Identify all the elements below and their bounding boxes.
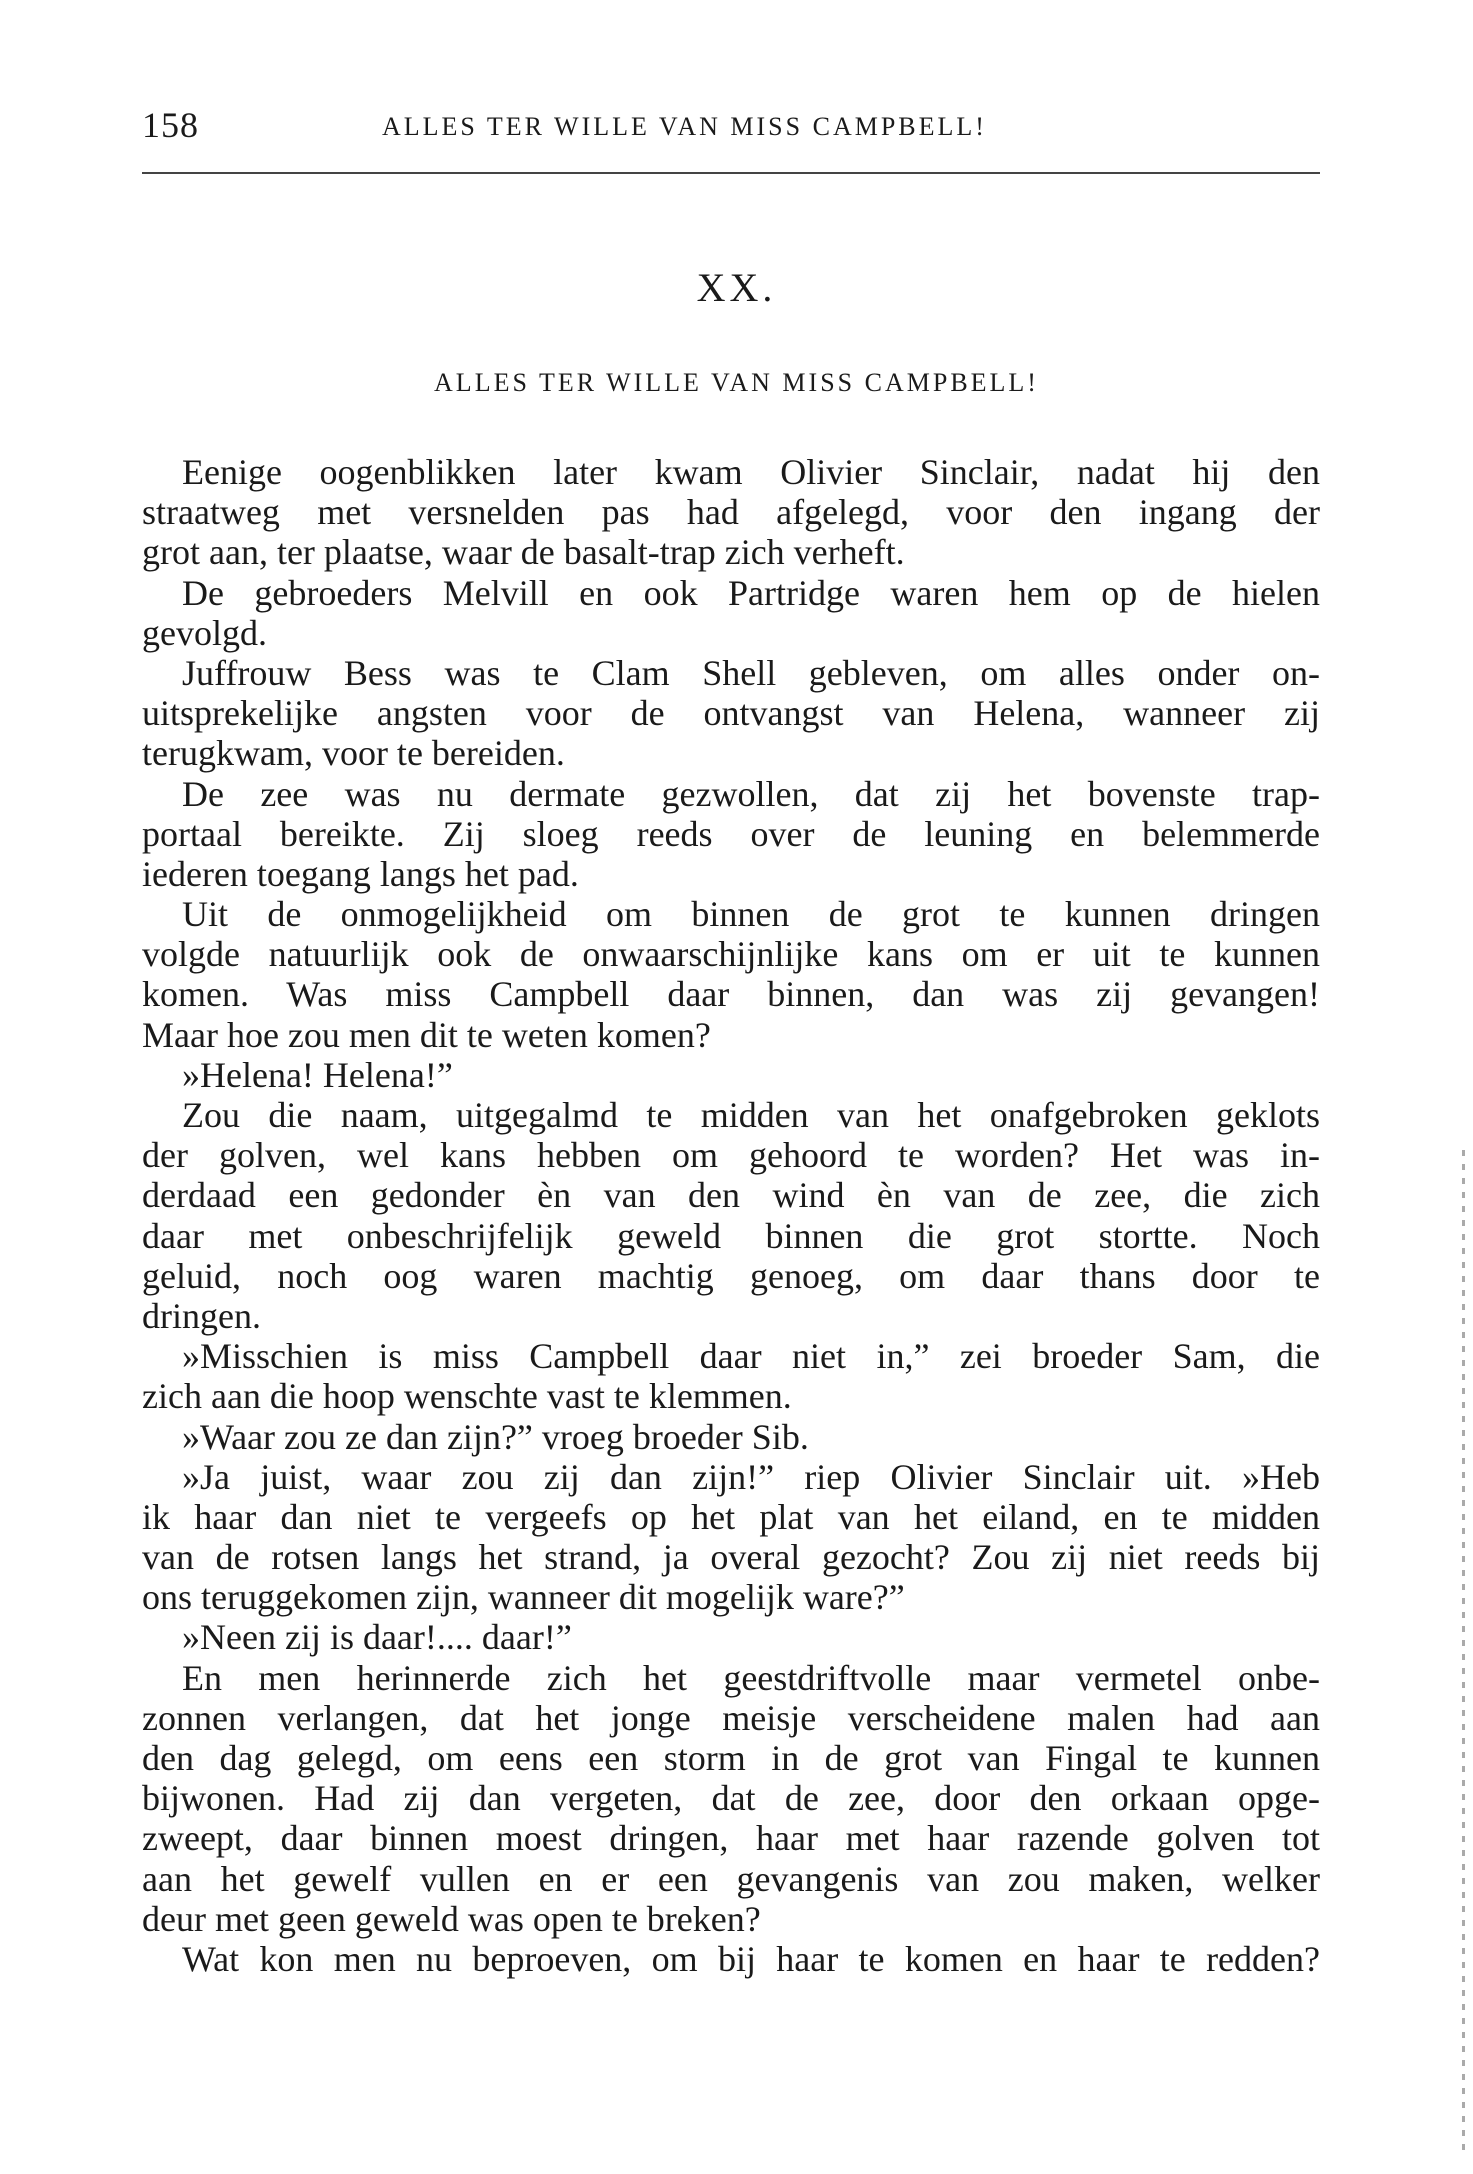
text-line: bijwonen. Had zij dan vergeten, dat de zee, door den orkaan opge- (142, 1778, 1320, 1819)
body-text (142, 452, 1320, 1979)
text-line: straatweg met versnelden pas had afgelegd, voor den ingang der (142, 492, 1320, 533)
header-rule (142, 172, 1320, 174)
text-line: Eenige oogenblikken later kwam Olivier Sinclair, nadat hij den (182, 452, 1320, 492)
text-line: De gebroeders Melvill en ook Partridge waren hem op de hielen (182, 572, 1320, 613)
text-line: komen. Was miss Campbell daar binnen, dan was zij gevangen! (142, 974, 1320, 1015)
text-line: »Ja juist, waar zou zij dan zijn!” riep Olivier Sinclair uit. »Heb (182, 1456, 1320, 1497)
text-line: Zou die naam, uitgegalmd te midden van het onafgebroken geklots (182, 1095, 1320, 1135)
text-line: terugkwam, voor te bereiden. (142, 733, 565, 774)
text-line: daar met onbeschrijfelijk geweld binnen die grot stortte. Noch (142, 1215, 1320, 1256)
text-line: »Helena! Helena!” (182, 1054, 453, 1095)
page-number: 158 (142, 105, 199, 145)
running-head (142, 104, 1320, 152)
text-line: Uit de onmogelijkheid om binnen de grot te kunnen dringen (182, 894, 1320, 935)
text-line: aan het gewelf vullen en er een gevangenis van zou maken, welker (142, 1858, 1320, 1899)
text-line: En men herinnerde zich het geestdriftvolle maar vermetel onbe- (182, 1657, 1320, 1698)
text-line: Juffrouw Bess was te Clam Shell gebleven, om alles onder on- (182, 652, 1320, 693)
text-line: geluid, noch oog waren machtig genoeg, om daar thans door te (142, 1255, 1320, 1296)
text-line: ons teruggekomen zijn, wanneer dit mogelijk ware?” (142, 1577, 905, 1618)
text-line: derdaad een gedonder èn van den wind èn van de zee, die zich (142, 1175, 1320, 1216)
text-line: van de rotsen langs het strand, ja overal gezocht? Zou zij niet reeds bij (142, 1537, 1320, 1578)
text-line: den dag gelegd, om eens een storm in de grot van Fingal te kunnen (142, 1738, 1320, 1778)
text-line: zweept, daar binnen moest dringen, haar met haar razende golven tot (142, 1818, 1320, 1859)
text-line: De zee was nu dermate gezwollen, dat zij het bovenste trap- (182, 773, 1320, 814)
text-line: zonnen verlangen, dat het jonge meisje verscheidene malen had aan (142, 1697, 1320, 1738)
text-line: ik haar dan niet te vergeefs op het plat van het eiland, en te midden (142, 1496, 1320, 1537)
text-line: iederen toegang langs het pad. (142, 853, 579, 894)
text-line: portaal bereikte. Zij sloeg reeds over de leuning en belemmerde (142, 813, 1320, 854)
text-line: volgde natuurlijk ook de onwaarschijnlijke kans om er uit te kunnen (142, 934, 1320, 975)
text-line: grot aan, ter plaatse, waar de basalt-trap zich verheft. (142, 532, 905, 573)
text-line: »Neen zij is daar!.... daar!” (182, 1617, 572, 1658)
text-line: gevolgd. (142, 612, 267, 653)
text-line: dringen. (142, 1295, 261, 1336)
text-line: Wat kon men nu beproeven, om bij haar te komen en haar te redden? (182, 1938, 1320, 1979)
scan-edge-shadow (1462, 1150, 1465, 2150)
text-line: deur met geen geweld was open te breken? (142, 1898, 761, 1939)
chapter-title: ALLES TER WILLE VAN MISS CAMPBELL! (434, 368, 1039, 397)
text-line: uitsprekelijke angsten voor de ontvangst van Helena, wanneer zij (142, 693, 1320, 734)
text-line: »Waar zou ze dan zijn?” vroeg broeder Sib. (182, 1416, 809, 1457)
chapter-number: XX. (696, 265, 777, 310)
text-line: »Misschien is miss Campbell daar niet in,” zei broeder Sam, die (182, 1336, 1320, 1377)
text-line: Maar hoe zou men dit te weten komen? (142, 1014, 711, 1055)
text-line: der golven, wel kans hebben om gehoord te worden? Het was in- (142, 1135, 1320, 1176)
text-line: zich aan die hoop wenschte vast te klemmen. (142, 1376, 792, 1417)
running-title: ALLES TER WILLE VAN MISS CAMPBELL! (382, 112, 987, 141)
